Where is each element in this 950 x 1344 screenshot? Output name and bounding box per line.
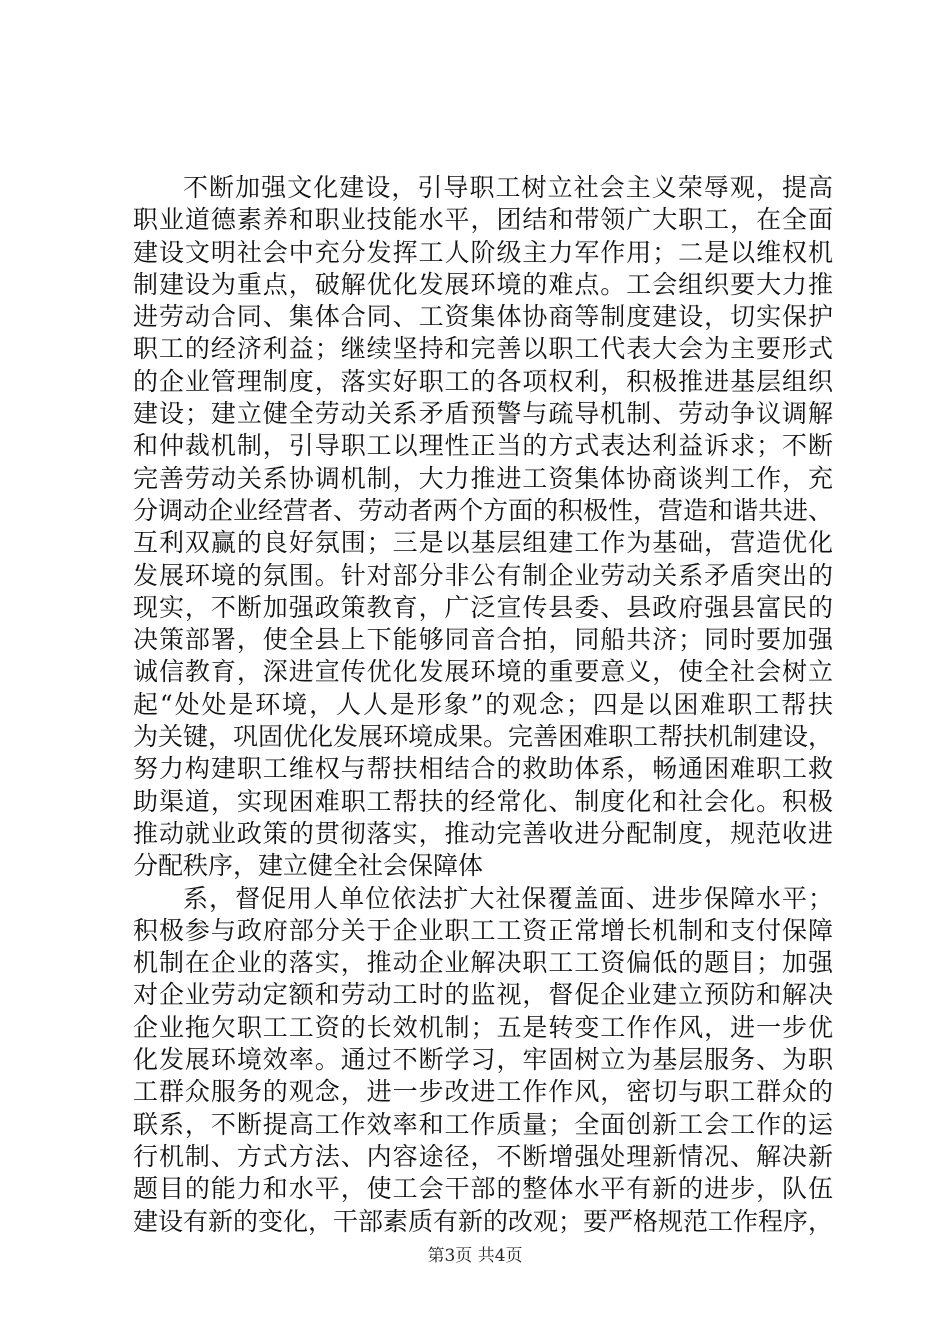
text-line: 题目的能力和水平，使工会干部的整体水平有新的进步，队伍 bbox=[133, 1174, 833, 1204]
text-line: 推动就业政策的贯彻落实，推动完善收进分配制度，规范收进 bbox=[133, 818, 833, 848]
text-line: 发展环境的氛围。针对部分非公有制企业劳动关系矛盾突出的 bbox=[133, 560, 833, 590]
text-line: 化发展环境效率。通过不断学习，牢固树立为基层服务、为职 bbox=[133, 1045, 833, 1075]
text-line: 联系，不断提高工作效率和工作质量；全面创新工会工作的运 bbox=[133, 1109, 833, 1139]
text-line: 制建设为重点，破解优化发展环境的难点。工会组织要大力推 bbox=[133, 269, 833, 299]
text-line: 系，督促用人单位依法扩大社保覆盖面、进步保障水平； bbox=[183, 883, 833, 913]
text-line: 工群众服务的观念，进一步改进工作作风，密切与职工群众的 bbox=[133, 1077, 833, 1107]
text-line: 建设有新的变化，干部素质有新的改观；要严格规范工作程序， bbox=[133, 1206, 834, 1236]
text-line: 企业拖欠职工工资的长效机制；五是转变工作作风，进一步优 bbox=[133, 1012, 833, 1042]
text-line: 分配秩序，建立健全社会保障体 bbox=[133, 851, 484, 881]
text-line: 助渠道，实现困难职工帮扶的经常化、制度化和社会化。积极 bbox=[133, 786, 833, 816]
text-line: 对企业劳动定额和劳动工时的监视，督促企业建立预防和解决 bbox=[133, 980, 833, 1010]
text-line: 职工的经济利益；继续坚持和完善以职工代表大会为主要形式 bbox=[133, 334, 833, 364]
text-line: 为关键，巩固优化发展环境成果。完善困难职工帮扶机制建设， bbox=[133, 722, 834, 752]
text-line: 建设文明社会中充分发挥工人阶级主力军作用；二是以维权机 bbox=[133, 237, 833, 267]
paragraph bbox=[133, 172, 833, 883]
text-line: 不断加强文化建设，引导职工树立社会主义荣辱观，提高 bbox=[183, 173, 833, 202]
body-text bbox=[133, 172, 833, 1238]
text-line: 的企业管理制度，落实好职工的各项权利，积极推进基层组织 bbox=[133, 366, 833, 396]
text-line: 和仲裁机制，引导职工以理性正当的方式表达利益诉求；不断 bbox=[133, 431, 833, 461]
text-line: 起“处处是环境，人人是形象”的观念；四是以困难职工帮扶 bbox=[133, 689, 833, 719]
paragraph bbox=[133, 883, 833, 1238]
text-line: 完善劳动关系协调机制，大力推进工资集体协商谈判工作，充 bbox=[133, 463, 833, 493]
text-line: 现实，不断加强政策教育，广泛宣传县委、县政府强县富民的 bbox=[133, 592, 833, 622]
text-line: 努力构建职工维权与帮扶相结合的救助体系，畅通困难职工救 bbox=[133, 754, 833, 784]
page-footer: 第3页 共4页 bbox=[427, 1246, 523, 1266]
text-line: 机制在企业的落实，推动企业解决职工工资偏低的题目；加强 bbox=[133, 948, 833, 978]
text-line: 分调动企业经营者、劳动者两个方面的积极性，营造和谐共进、 bbox=[133, 495, 834, 525]
text-line: 进劳动合同、集体合同、工资集体协商等制度建设，切实保护 bbox=[133, 302, 833, 332]
text-line: 建设；建立健全劳动关系矛盾预警与疏导机制、劳动争议调解 bbox=[133, 399, 833, 429]
text-line: 诚信教育，深进宣传优化发展环境的重要意义，使全社会树立 bbox=[133, 657, 833, 687]
text-line: 决策部署，使全县上下能够同音合拍，同船共济；同时要加强 bbox=[133, 625, 833, 655]
text-line: 积极参与政府部分关于企业职工工资正常增长机制和支付保障 bbox=[133, 915, 833, 945]
text-line: 行机制、方式方法、内容途径，不断增强处理新情况、解决新 bbox=[133, 1141, 833, 1171]
text-line: 互利双赢的良好氛围；三是以基层组建工作为基础，营造优化 bbox=[133, 528, 833, 558]
text-line: 职业道德素养和职业技能水平，团结和带领广大职工，在全面 bbox=[133, 205, 833, 235]
